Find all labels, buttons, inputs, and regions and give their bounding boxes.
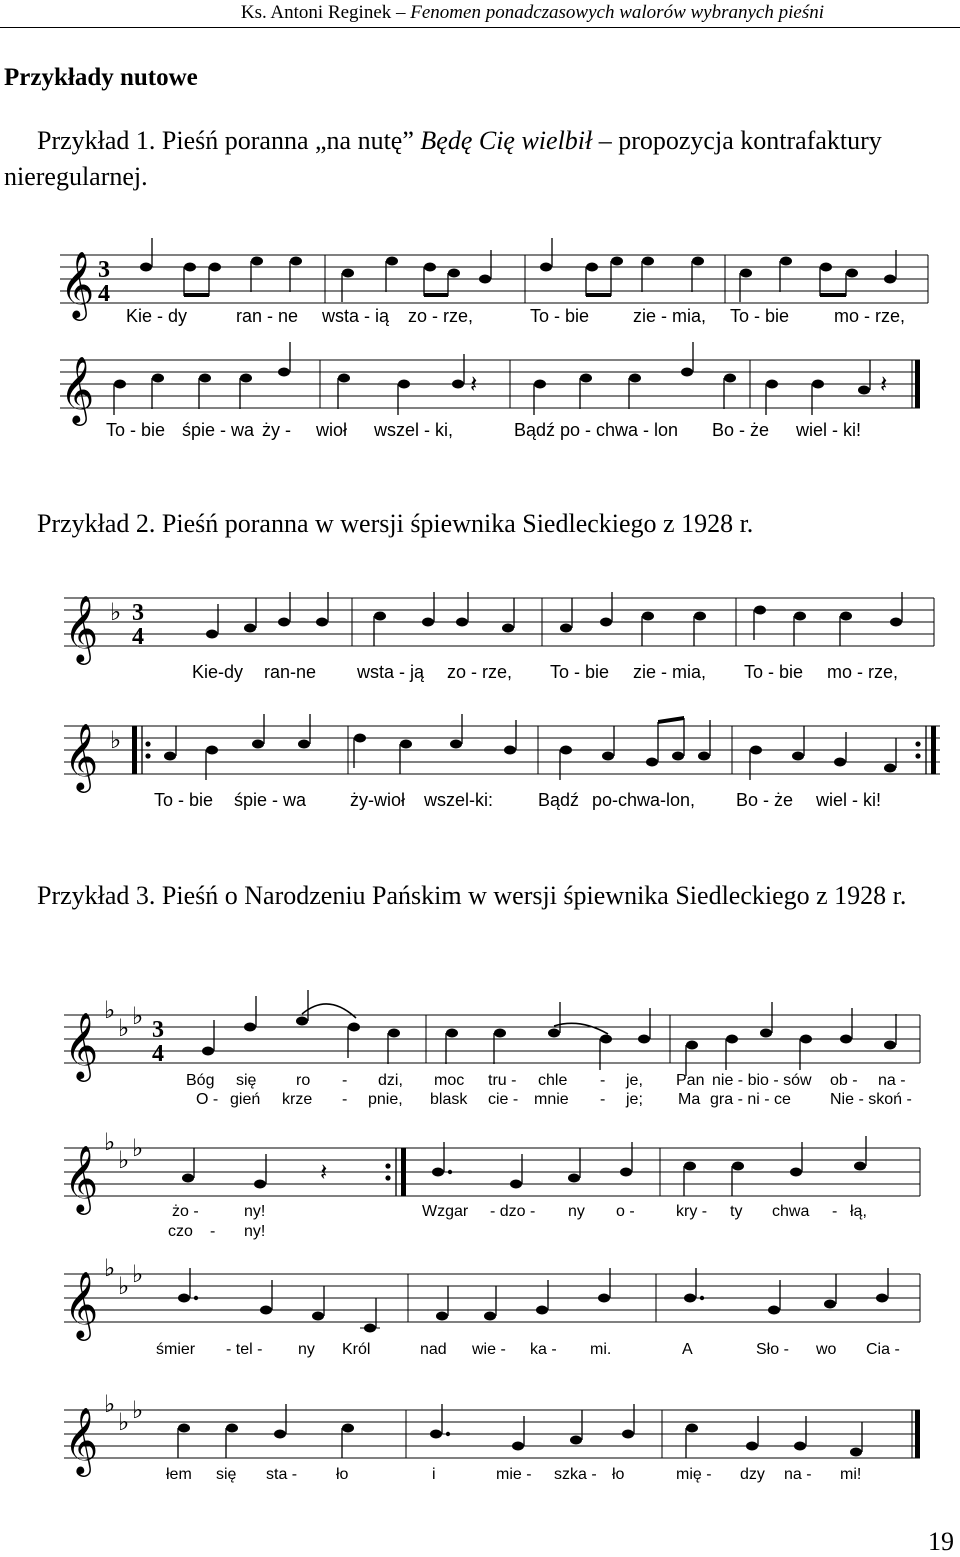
flat-icon: ♭: [110, 598, 122, 626]
lyric: łą,: [850, 1203, 867, 1220]
lyric: Bo - że: [736, 790, 794, 810]
example-1-score: [60, 230, 935, 445]
staff-system-3-1: [64, 990, 920, 1108]
flat-icon: ♭: [104, 1390, 116, 1418]
example-3-score: [60, 990, 935, 1490]
lyric: krze: [282, 1091, 313, 1108]
lyric: śpie - wa: [234, 790, 307, 810]
lyrics-row: [192, 662, 898, 682]
lyric: To - bie: [730, 306, 790, 326]
flat-icon: ♭: [132, 1260, 144, 1288]
lyric: Sło -: [756, 1341, 789, 1358]
quarter-rest-icon: 𝄽: [470, 370, 478, 398]
lyric: ka -: [530, 1341, 557, 1358]
lyric: wszel - ki,: [374, 420, 454, 440]
treble-clef-icon: 𝄞: [60, 355, 95, 423]
lyric: ob -: [830, 1072, 858, 1089]
lyric: ny: [298, 1341, 315, 1358]
lyric: wioł: [316, 420, 348, 440]
lyric: je,: [626, 1072, 643, 1089]
treble-clef-icon: 𝄞: [64, 722, 99, 790]
lyric: Bądź: [538, 790, 580, 810]
lyric: A: [682, 1341, 693, 1358]
lyric: wiel - ki!: [796, 420, 862, 440]
lyric: mnie: [534, 1091, 569, 1108]
lyrics-row: [166, 1466, 861, 1483]
lyric: -: [600, 1072, 606, 1089]
treble-clef-icon: 𝄞: [64, 594, 99, 662]
flat-icon: ♭: [104, 1128, 116, 1156]
lyric: mie -: [496, 1466, 532, 1483]
lyric: zie - mia,: [633, 662, 707, 682]
quarter-rest-icon: 𝄽: [320, 1158, 328, 1186]
final-barline: [915, 1410, 920, 1458]
lyric: wszel-ki:: [424, 790, 494, 810]
lyric: ży -: [262, 420, 291, 440]
lyric: cie -: [488, 1091, 519, 1108]
lyric: zo - rze,: [408, 306, 474, 326]
lyric: na -: [878, 1072, 906, 1089]
lyric: ło: [612, 1466, 625, 1483]
section-title: Przykłady nutowe: [4, 64, 198, 91]
lyrics-row: [186, 1072, 906, 1089]
treble-clef-icon: 𝄞: [64, 1011, 99, 1079]
time-signature-top: 3: [98, 257, 110, 283]
staff-system-1-2: [60, 342, 920, 440]
lyrics-row: [154, 790, 881, 810]
lyric: po-chwa-lon,: [592, 790, 696, 810]
treble-clef-icon: 𝄞: [64, 1144, 99, 1212]
flat-icon: ♭: [104, 1254, 116, 1282]
lyric: ży-wioł: [350, 790, 406, 810]
lyric: - dzo -: [490, 1203, 536, 1220]
lyric: szka -: [554, 1466, 597, 1483]
lyric: Kie - dy: [126, 306, 188, 326]
example-3-caption: [4, 878, 957, 914]
example-1-caption-plain: Przykład 1. Pieśń poranna „na nutę”: [37, 126, 421, 155]
lyric: łem: [166, 1466, 192, 1483]
lyric: wsta - ią: [322, 306, 390, 326]
flat-icon: ♭: [132, 1134, 144, 1162]
lyric: zo - rze,: [447, 662, 513, 682]
page-number: 19: [928, 1527, 954, 1556]
example-3-caption-text: Przykład 3. Pieśń o Narodzeniu Pańskim w wersji śpiewnika Siedleckiego z 1928 r.: [37, 881, 907, 910]
lyric: wie -: [472, 1341, 506, 1358]
lyric: ran-ne: [264, 662, 317, 682]
lyrics-row: [106, 420, 861, 440]
header-title: Fenomen ponadczasowych walorów wybranych pieśni: [410, 2, 824, 23]
lyrics-row: [172, 1203, 867, 1220]
header-separator: –: [396, 2, 406, 23]
lyric: Bądź: [514, 420, 556, 440]
header-rule: [0, 27, 960, 28]
lyric: Pan: [676, 1072, 705, 1089]
lyric: mi.: [590, 1341, 612, 1358]
flat-icon: ♭: [110, 726, 122, 754]
example-1-caption: [4, 123, 957, 195]
lyric: ny: [568, 1203, 585, 1220]
lyric: tru -: [488, 1072, 517, 1089]
running-header: [241, 2, 824, 24]
lyric: nie - bio - sów: [712, 1072, 812, 1089]
flat-icon: ♭: [118, 1408, 130, 1436]
lyric: dzi,: [378, 1072, 403, 1089]
lyric: żo -: [172, 1203, 199, 1220]
lyric: Bo - że: [712, 420, 770, 440]
lyric: mo - rze,: [827, 662, 899, 682]
treble-clef-icon: 𝄞: [64, 1406, 99, 1474]
lyric: blask: [430, 1091, 468, 1108]
lyric: gień: [230, 1091, 261, 1108]
quarter-rest-icon: 𝄽: [880, 370, 888, 398]
lyric: gra - ni - ce: [710, 1091, 791, 1108]
flat-icon: ♭: [132, 1002, 144, 1030]
lyric: Nie - skoń -: [830, 1091, 912, 1108]
staff-system-2-1: [64, 592, 934, 682]
header-author: Ks. Antoni Reginek: [240, 2, 392, 23]
lyric: chwa: [772, 1203, 810, 1220]
lyric: ty: [730, 1203, 743, 1220]
lyric: się: [236, 1072, 257, 1089]
lyric: Kie-dy: [192, 662, 244, 682]
lyric: kry -: [676, 1203, 708, 1220]
lyric: mi!: [840, 1466, 862, 1483]
lyric: nad: [420, 1341, 447, 1358]
staff-system-2-2: [64, 714, 940, 810]
flat-icon: ♭: [118, 1272, 130, 1300]
lyric: -: [832, 1203, 838, 1220]
lyric: moc: [434, 1072, 465, 1089]
time-signature-bottom: 4: [98, 281, 110, 307]
lyric: - tel -: [226, 1341, 263, 1358]
lyric: Bóg: [186, 1072, 215, 1089]
lyric: wiel - ki!: [816, 790, 882, 810]
lyric: mo - rze,: [834, 306, 906, 326]
lyric: i: [432, 1466, 436, 1483]
lyric: na -: [784, 1466, 812, 1483]
lyric: wo: [816, 1341, 837, 1358]
lyric: ro: [296, 1072, 311, 1089]
lyric: ny!: [244, 1223, 266, 1240]
treble-clef-icon: 𝄞: [60, 250, 95, 318]
lyric: śmier: [156, 1341, 196, 1358]
lyrics-row: [156, 1341, 900, 1358]
lyric: To - bie: [744, 662, 804, 682]
lyric: Wzgar: [422, 1203, 469, 1220]
lyrics-row-2: [168, 1223, 265, 1240]
example-2-caption: Przykład 2. Pieśń poranna w wersji śpiewnika Siedleckiego z 1928 r.: [37, 509, 754, 538]
staff-system-3-2: [64, 1128, 920, 1240]
lyric: -: [342, 1072, 348, 1089]
lyric: ło: [336, 1466, 349, 1483]
lyric: mię -: [676, 1466, 712, 1483]
lyric: Cia -: [866, 1341, 900, 1358]
time-signature-top: 3: [132, 600, 144, 626]
lyric: po - chwa - lon: [560, 420, 679, 440]
flat-icon: ♭: [118, 1014, 130, 1042]
lyric: pnie,: [368, 1091, 403, 1108]
staff-system-3-3: [64, 1254, 920, 1358]
flat-icon: ♭: [104, 996, 116, 1024]
lyric: sta -: [266, 1466, 298, 1483]
lyric: O -: [196, 1091, 219, 1108]
lyric: się: [216, 1466, 237, 1483]
lyric: ny!: [244, 1203, 266, 1220]
treble-clef-icon: 𝄞: [64, 1270, 99, 1338]
lyric: zie - mia,: [633, 306, 707, 326]
flat-icon: ♭: [132, 1396, 144, 1424]
lyric: -: [600, 1091, 606, 1108]
flat-icon: ♭: [118, 1146, 130, 1174]
staff-system-3-4: [64, 1390, 920, 1483]
lyric: czo: [168, 1223, 193, 1240]
time-signature-top: 3: [152, 1017, 164, 1043]
lyric: śpie - wa: [182, 420, 255, 440]
lyric: chle: [538, 1072, 568, 1089]
lyric: o -: [616, 1203, 635, 1220]
lyric: je;: [626, 1091, 643, 1108]
lyric: wsta - ją: [357, 662, 425, 682]
lyric: -: [210, 1223, 216, 1240]
example-1-caption-italic: Będę Cię wielbił: [420, 126, 593, 155]
lyrics-row-2: [196, 1091, 912, 1108]
time-signature-bottom: 4: [132, 624, 144, 650]
example-1-caption-tail: – propozycja kontrafaktury nieregularnej.: [4, 126, 882, 191]
example-2-score: [60, 578, 940, 818]
lyric: To - bie: [550, 662, 610, 682]
time-signature-bottom: 4: [152, 1041, 164, 1067]
lyric: Król: [342, 1341, 371, 1358]
lyric: -: [342, 1091, 348, 1108]
lyric: To - bie: [530, 306, 590, 326]
lyric: Ma: [678, 1091, 701, 1108]
lyric: ran - ne: [236, 306, 299, 326]
lyric: To - bie: [154, 790, 214, 810]
lyrics-row: [126, 306, 905, 326]
lyric: dzy: [740, 1466, 765, 1483]
lyric: To - bie: [106, 420, 166, 440]
staff-system-1-1: [60, 238, 928, 326]
final-barline: [915, 360, 920, 408]
